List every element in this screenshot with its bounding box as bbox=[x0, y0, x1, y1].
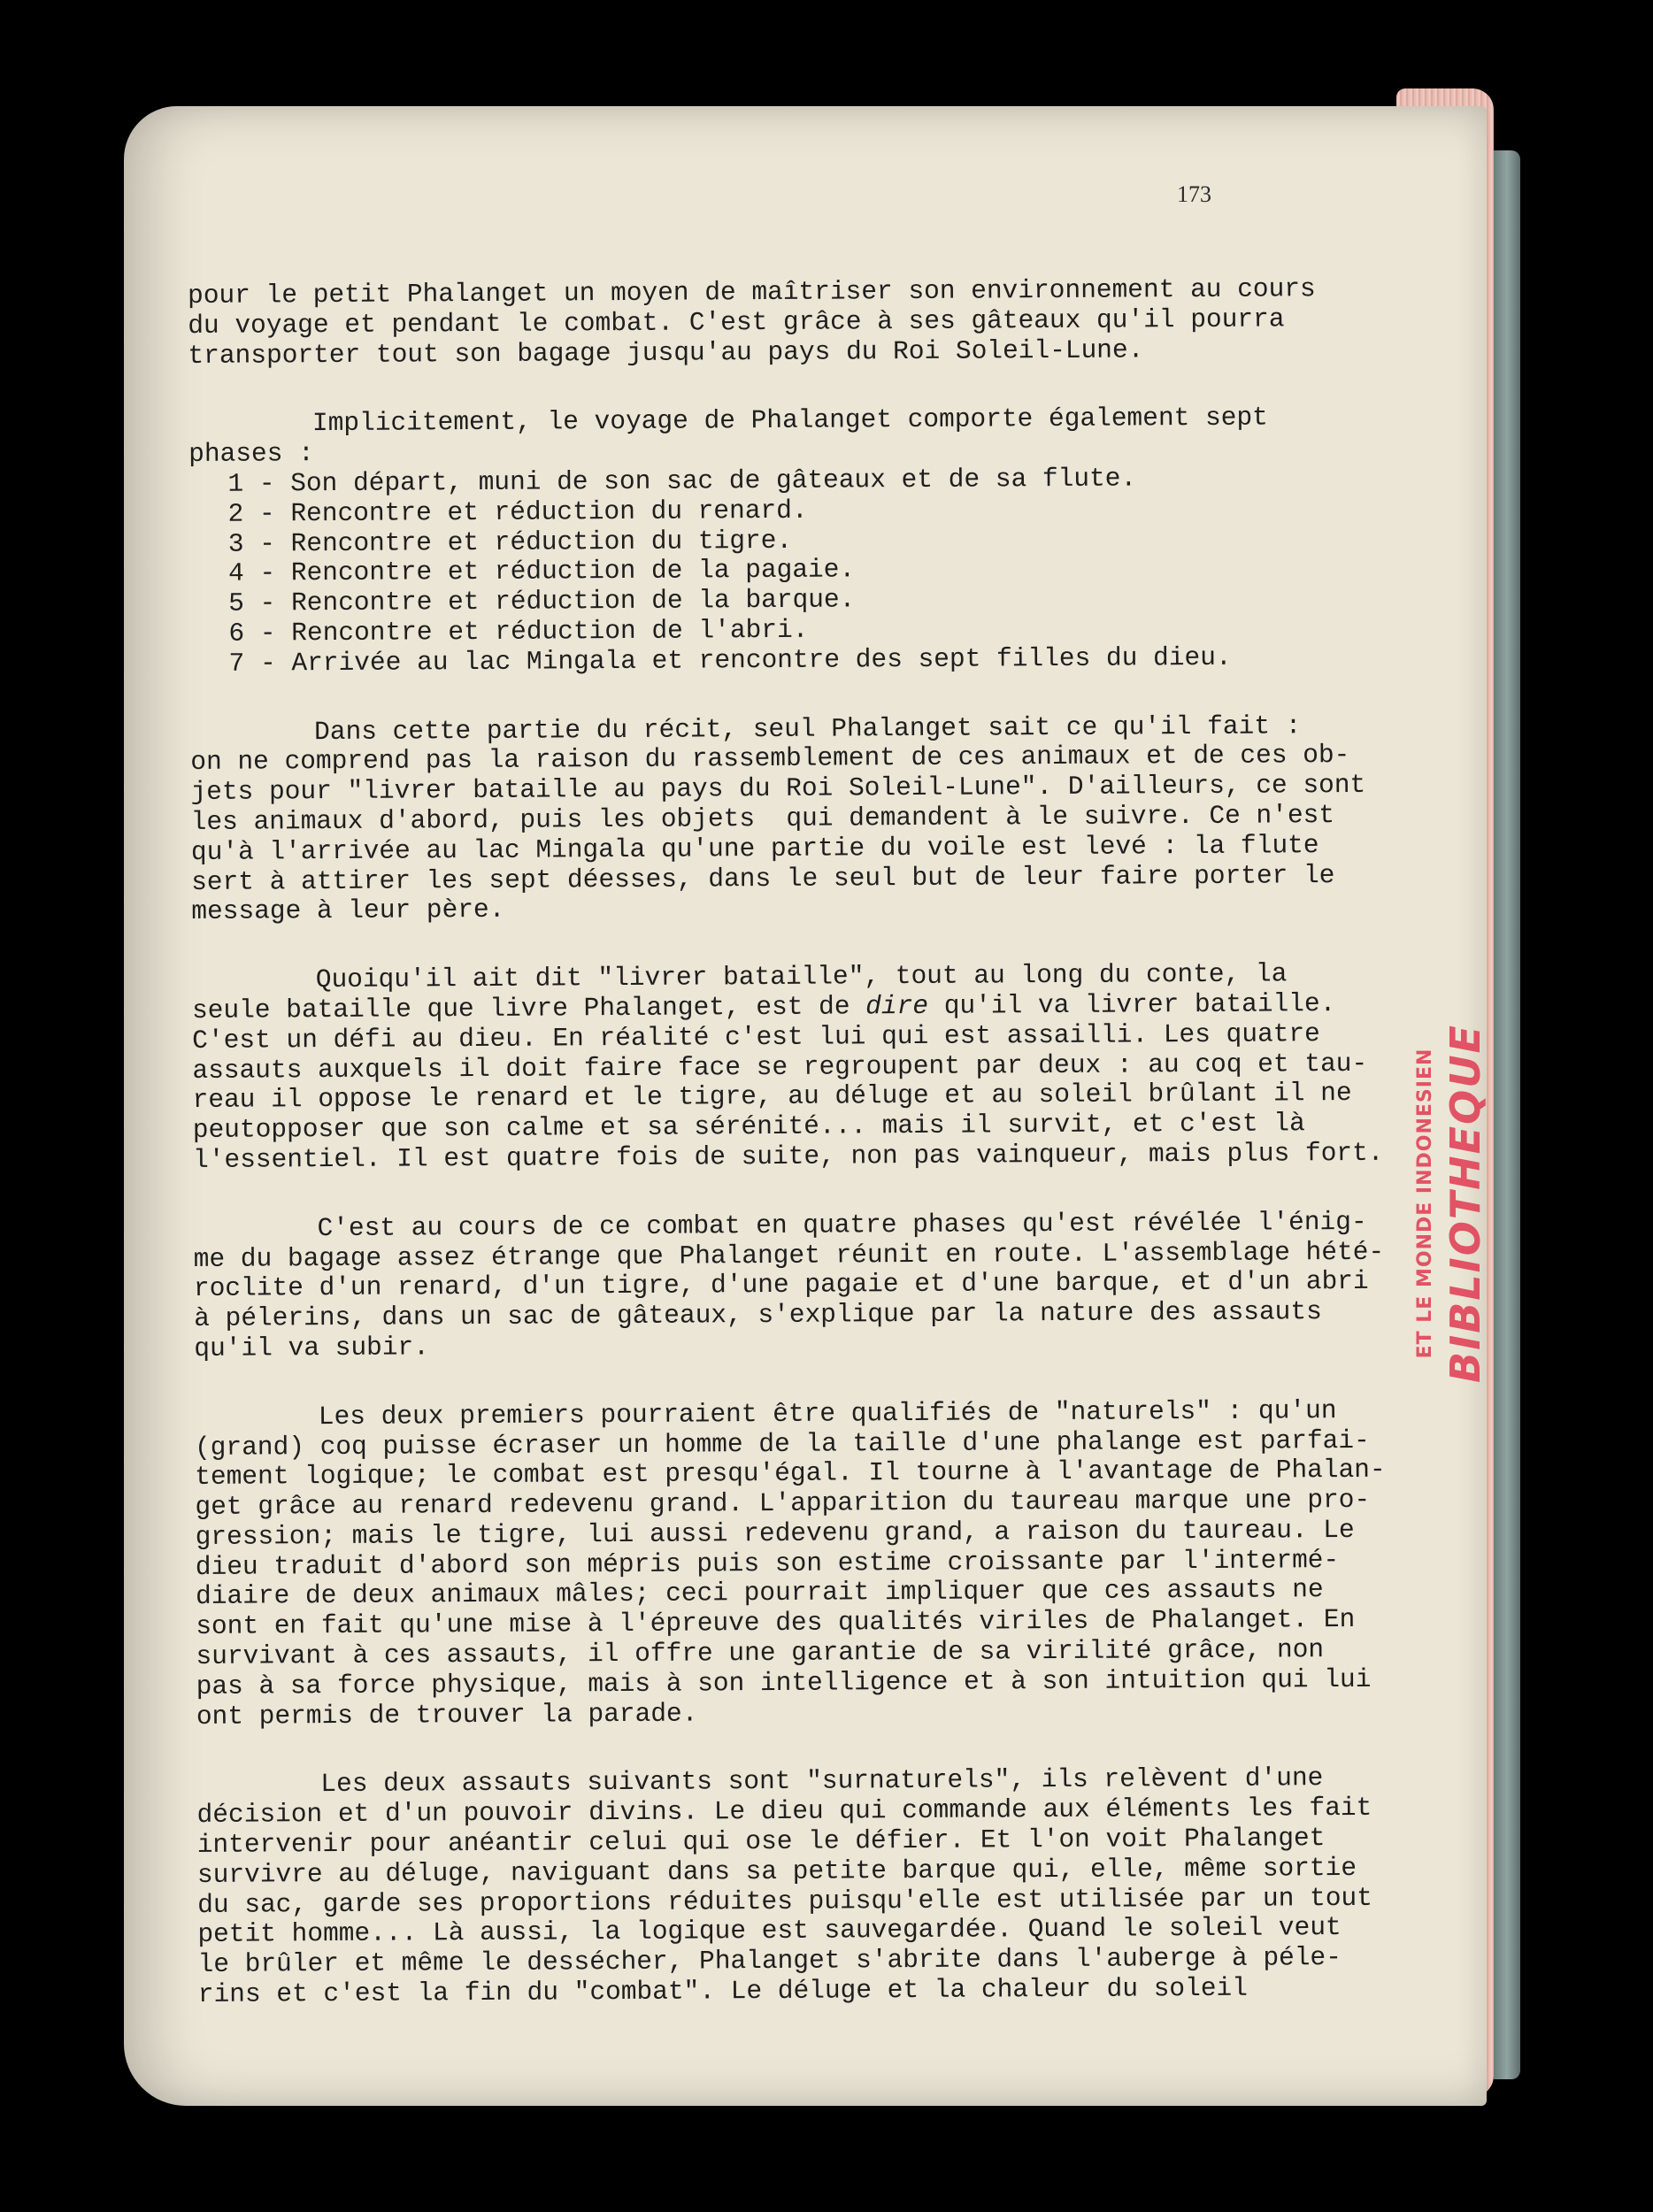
paragraph-3 bbox=[190, 710, 1366, 927]
text-line: sert à attirer les sept déesses, dans le seul but de leur faire porter le bbox=[191, 859, 1335, 897]
text-line: Les deux assauts suivants sont "surnaturels", ils relèvent d'une bbox=[320, 1763, 1324, 1800]
text-line: transporter tout son bagage jusqu'au pays du Roi Soleil-Lune. bbox=[188, 334, 1144, 371]
list-item: 7 - Arrivée au lac Mingala et rencontre des sept filles du dieu. bbox=[228, 641, 1232, 679]
list-item: 6 - Rencontre et réduction de l'abri. bbox=[228, 614, 809, 649]
text-line: du voyage et pendant le combat. C'est grâce à ses gâteaux qu'il pourra bbox=[188, 303, 1285, 341]
body-text bbox=[187, 273, 1386, 2010]
text-fragment: qu'il va livrer bataille. bbox=[927, 988, 1336, 1021]
text-line: assauts auxquels il doit faire face se regroupent par deux : au coq et tau- bbox=[192, 1048, 1368, 1086]
text-line: les animaux d'abord, puis les objets qui demandent à le suivre. Ce n'est bbox=[190, 800, 1335, 837]
text-line: l'essentiel. Il est quatre fois de suite, non pas vainqueur, mais plus fort. bbox=[192, 1137, 1384, 1175]
text-line: survivant à ces assauts, il offre une garantie de sa virilité grâce, non bbox=[196, 1634, 1325, 1672]
text-line: gression; mais le tigre, lui aussi redevenu grand, a raison du taureau. Le bbox=[195, 1514, 1355, 1552]
paragraph-1 bbox=[187, 273, 1316, 371]
text-line: survivre au déluge, naviguant dans sa petite barque qui, elle, même sortie bbox=[196, 1852, 1357, 1890]
text-line: get grâce au renard redevenu grand. L'apparition du taureau marque une pro- bbox=[195, 1484, 1371, 1523]
text-line: tement logique; le combat est presqu'égal. Il tourne à l'avantage de Phalan- bbox=[195, 1455, 1386, 1493]
list-item: 2 - Rencontre et réduction du renard. bbox=[227, 495, 808, 529]
paragraph-5 bbox=[193, 1206, 1385, 1364]
book-cover bbox=[1494, 150, 1520, 2079]
list-item: 5 - Rencontre et réduction de la barque. bbox=[228, 584, 856, 618]
text-fragment: seule bataille que livre Phalanget, est de bbox=[191, 991, 866, 1025]
text-line: C'est un défi au dieu. En réalité c'est lui qui est assailli. Les quatre bbox=[192, 1018, 1320, 1056]
text-line: petit homme... Là aussi, la logique est sauvegardée. Quand le soleil veut bbox=[197, 1912, 1342, 1950]
text-line: Quoiqu'il ait dit "livrer bataille", tout au long du conte, la bbox=[315, 958, 1288, 995]
text-line: sont en fait qu'une mise à l'épreuve des qualités viriles de Phalanget. En bbox=[196, 1604, 1356, 1642]
paragraph-6 bbox=[194, 1394, 1386, 1732]
text-line: jets pour "livrer bataille au pays du Roi Soleil-Lune". D'ailleurs, ce sont bbox=[190, 770, 1366, 808]
phase-list bbox=[188, 463, 1287, 679]
text-line: pas à sa force physique, mais à son intelligence et à son intuition qui lui bbox=[196, 1663, 1372, 1701]
text-line: dieu traduit d'abord son mépris puis son estime croissante par l'intermé- bbox=[195, 1544, 1340, 1582]
text-line: pour le petit Phalanget un moyen de maîtriser son environnement au cours bbox=[187, 273, 1316, 311]
text-line: peutopposer que son calme et sa sérénité... mais il survit, et c'est là bbox=[192, 1108, 1305, 1146]
text-line: (grand) coq puisse écraser un homme de la taille d'une phalange est parfai- bbox=[194, 1425, 1370, 1463]
text-line: diaire de deux animaux mâles; ceci pourrait impliquer que ces assauts ne bbox=[195, 1574, 1324, 1612]
text-line: phases : bbox=[188, 438, 314, 470]
paragraph-4 bbox=[191, 958, 1384, 1176]
text-line: le brûler et même le dessécher, Phalanget s'abrite dans l'auberge à péle- bbox=[197, 1942, 1342, 1980]
text-line: me du bagage assez étrange que Phalanget réunit en route. L'assemblage hété- bbox=[193, 1236, 1385, 1274]
text-line: Implicitement, le voyage de Phalanget comporte également sept bbox=[311, 402, 1268, 439]
text-line: du sac, garde ses proportions réduites puisqu'elle est utilisée par un tout bbox=[197, 1882, 1373, 1920]
page-number: 173 bbox=[1177, 181, 1211, 207]
text-line: C'est au cours de ce combat en quatre phases qu'est révélée l'énig- bbox=[317, 1206, 1367, 1243]
list-item: 4 - Rencontre et réduction de la pagaie. bbox=[227, 554, 856, 589]
text-line: Dans cette partie du récit, seul Phalanget sait ce qu'il fait : bbox=[314, 710, 1302, 747]
list-item: 3 - Rencontre et réduction du tigre. bbox=[227, 525, 793, 559]
text-line: Les deux premiers pourraient être qualifiés de "naturels" : qu'un bbox=[318, 1394, 1337, 1432]
text-line: reau il oppose le renard et le tigre, au déluge et au soleil brûlant il ne bbox=[192, 1078, 1352, 1116]
paragraph-7 bbox=[196, 1763, 1373, 2010]
text-line: intervenir pour anéantir celui qui ose le défier. Et l'on voit Phalanget bbox=[196, 1823, 1326, 1861]
text-line: décision et d'un pouvoir divins. Le dieu qui commande aux éléments les fait bbox=[196, 1793, 1372, 1831]
text-line: qu'à l'arrivée au lac Mingala qu'une partie du voile est levé : la flute bbox=[190, 829, 1319, 867]
text-line: roclite d'un renard, d'un tigre, d'une pagaie et d'une barque, et d'un abri bbox=[193, 1266, 1369, 1304]
stamp-main-text: BIBLIOTHEQUE bbox=[1441, 1024, 1489, 1383]
emphasis-word: dire bbox=[865, 990, 929, 1022]
text-line: à pélerins, dans un sac de gâteaux, s'explique par la nature des assauts bbox=[194, 1296, 1322, 1334]
text-line: rins et c'est la fin du "combat". Le déluge et la chaleur du soleil bbox=[197, 1972, 1249, 2010]
paragraph-2 bbox=[188, 403, 1286, 470]
text-line: ont permis de trouver la parade. bbox=[196, 1698, 698, 1732]
stamp-top-text: ET LE MONDE INDONESIEN bbox=[1413, 1048, 1436, 1359]
text-line: on ne comprend pas la raison du rassemblement de ces animaux et de ces ob- bbox=[190, 740, 1350, 778]
text-line: message à leur père. bbox=[191, 895, 505, 927]
text-line: qu'il va subir. bbox=[194, 1332, 430, 1363]
list-item: 1 - Son départ, muni de son sac de gâteaux et de sa flute. bbox=[227, 463, 1137, 499]
